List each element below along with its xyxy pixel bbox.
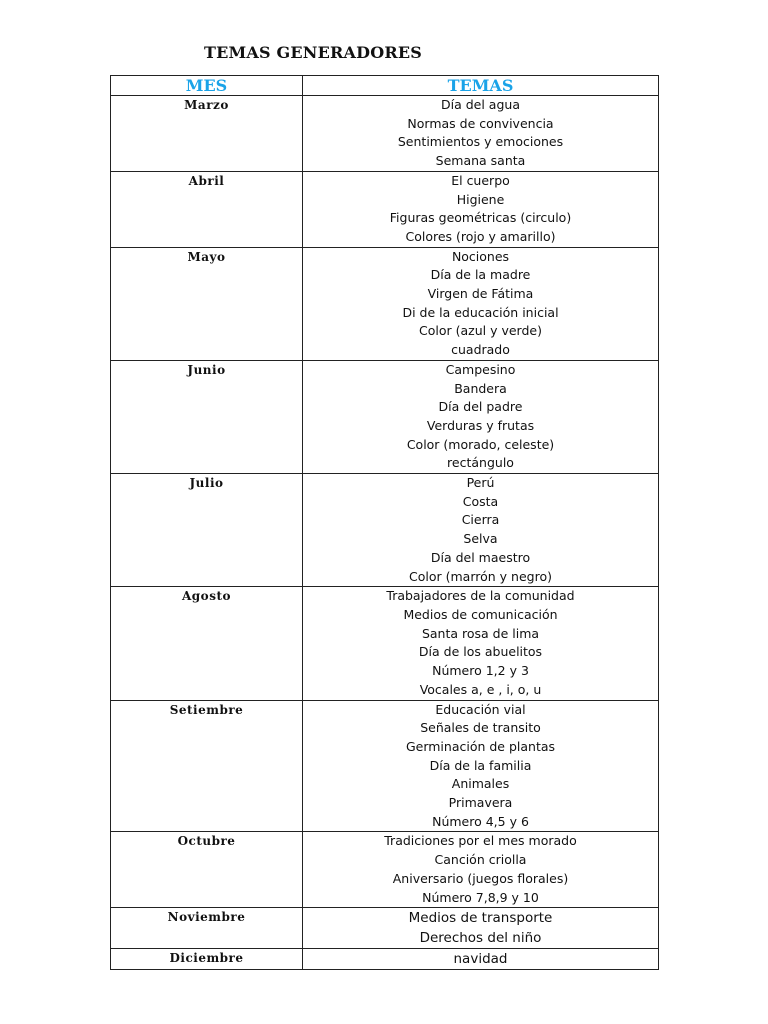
- topic-item: Normas de convivencia: [407, 115, 554, 131]
- topic-item: Número 1,2 y 3: [432, 663, 529, 679]
- topic-item: Día de la familia: [429, 757, 532, 773]
- topic-item: Semana santa: [435, 153, 526, 169]
- topic-item: Tradiciones por el mes morado: [384, 833, 577, 849]
- table-row: [111, 587, 659, 700]
- month-cell: Setiembre: [111, 700, 303, 832]
- month-cell: Junio: [111, 360, 303, 473]
- topic-item: Costa: [462, 493, 499, 509]
- month-cell: Mayo: [111, 247, 303, 360]
- table-row: [111, 832, 659, 908]
- table-row: [111, 96, 659, 172]
- topic-item: Número 4,5 y 6: [432, 813, 529, 829]
- topic-item: Nociones: [451, 248, 510, 264]
- topics-cell: [303, 171, 659, 247]
- document-title: TEMAS GENERADORES: [204, 43, 423, 62]
- table-row: [111, 171, 659, 247]
- month-cell: Octubre: [111, 832, 303, 908]
- topics-table: [110, 75, 659, 970]
- topic-item: Santa rosa de lima: [421, 625, 540, 641]
- topic-item: Figuras geométricas (circulo): [389, 210, 572, 226]
- topic-item: Derechos del niño: [419, 930, 542, 947]
- topic-item: Color (marrón y negro): [409, 568, 552, 584]
- month-cell: Noviembre: [111, 908, 303, 949]
- topic-item: Día de los abuelitos: [418, 644, 543, 660]
- month-cell: Julio: [111, 474, 303, 587]
- topic-item: Educación vial: [435, 701, 526, 717]
- table-row: [111, 908, 659, 949]
- topics-cell: [303, 247, 659, 360]
- topic-item: Aniversario (juegos florales): [392, 870, 569, 886]
- topic-item: Día del agua: [441, 97, 520, 112]
- topic-item: Verduras y frutas: [426, 417, 535, 433]
- month-column-header: MES: [111, 76, 303, 96]
- topic-item: Color (azul y verde): [419, 323, 542, 339]
- topic-item: Virgen de Fátima: [427, 286, 534, 302]
- month-cell: Diciembre: [111, 949, 303, 970]
- month-cell: Marzo: [111, 96, 303, 172]
- topics-cell: [303, 587, 659, 700]
- table-row: [111, 474, 659, 587]
- topic-item: rectángulo: [447, 455, 514, 471]
- topic-item: Día del padre: [438, 399, 523, 415]
- topic-item: Cierra: [461, 512, 500, 528]
- topics-cell: [303, 96, 659, 172]
- topic-item: Medios de comunicación: [403, 606, 558, 622]
- topics-cell: [303, 474, 659, 587]
- topic-item: El cuerpo: [451, 172, 510, 188]
- topic-item: Bandera: [454, 380, 507, 396]
- topics-cell: [303, 360, 659, 473]
- topic-item: Canción criolla: [434, 852, 527, 868]
- month-cell: Agosto: [111, 587, 303, 700]
- month-cell: Abril: [111, 171, 303, 247]
- topic-item: Número 7,8,9 y 10: [422, 889, 539, 905]
- table-body: [111, 96, 659, 970]
- table-row: [111, 247, 659, 360]
- topic-item: Trabajadores de la comunidad: [386, 588, 575, 604]
- topic-item: Perú: [466, 475, 495, 491]
- topic-item: Colores (rojo y amarillo): [405, 228, 556, 244]
- topic-item: Día de la madre: [430, 267, 531, 283]
- table-row: [111, 700, 659, 832]
- topic-item: Señales de transito: [420, 720, 541, 736]
- topic-item: Animales: [451, 776, 510, 792]
- topic-item: Di de la educación inicial: [402, 304, 559, 320]
- topic-item: Sentimientos y emociones: [397, 134, 564, 150]
- header-row: [111, 76, 659, 96]
- topic-item: Color (morado, celeste): [406, 436, 555, 452]
- table-row: [111, 360, 659, 473]
- topics-cell: [303, 949, 659, 970]
- topics-cell: [303, 700, 659, 832]
- topic-item: Vocales a, e , i, o, u: [419, 681, 542, 697]
- topics-column-header: TEMAS: [303, 76, 659, 96]
- topic-item: Germinación de plantas: [405, 738, 556, 754]
- topics-cell: [303, 832, 659, 908]
- topic-item: Campesino: [445, 361, 516, 377]
- topic-item: Primavera: [448, 795, 513, 811]
- table-row: [111, 949, 659, 970]
- topic-item: Medios de transporte: [408, 910, 553, 927]
- topic-item: cuadrado: [451, 342, 510, 358]
- topic-item: Día del maestro: [430, 549, 531, 565]
- topic-item: navidad: [453, 951, 508, 968]
- topic-item: Selva: [463, 531, 498, 547]
- topic-item: Higiene: [456, 191, 505, 207]
- topics-cell: [303, 908, 659, 949]
